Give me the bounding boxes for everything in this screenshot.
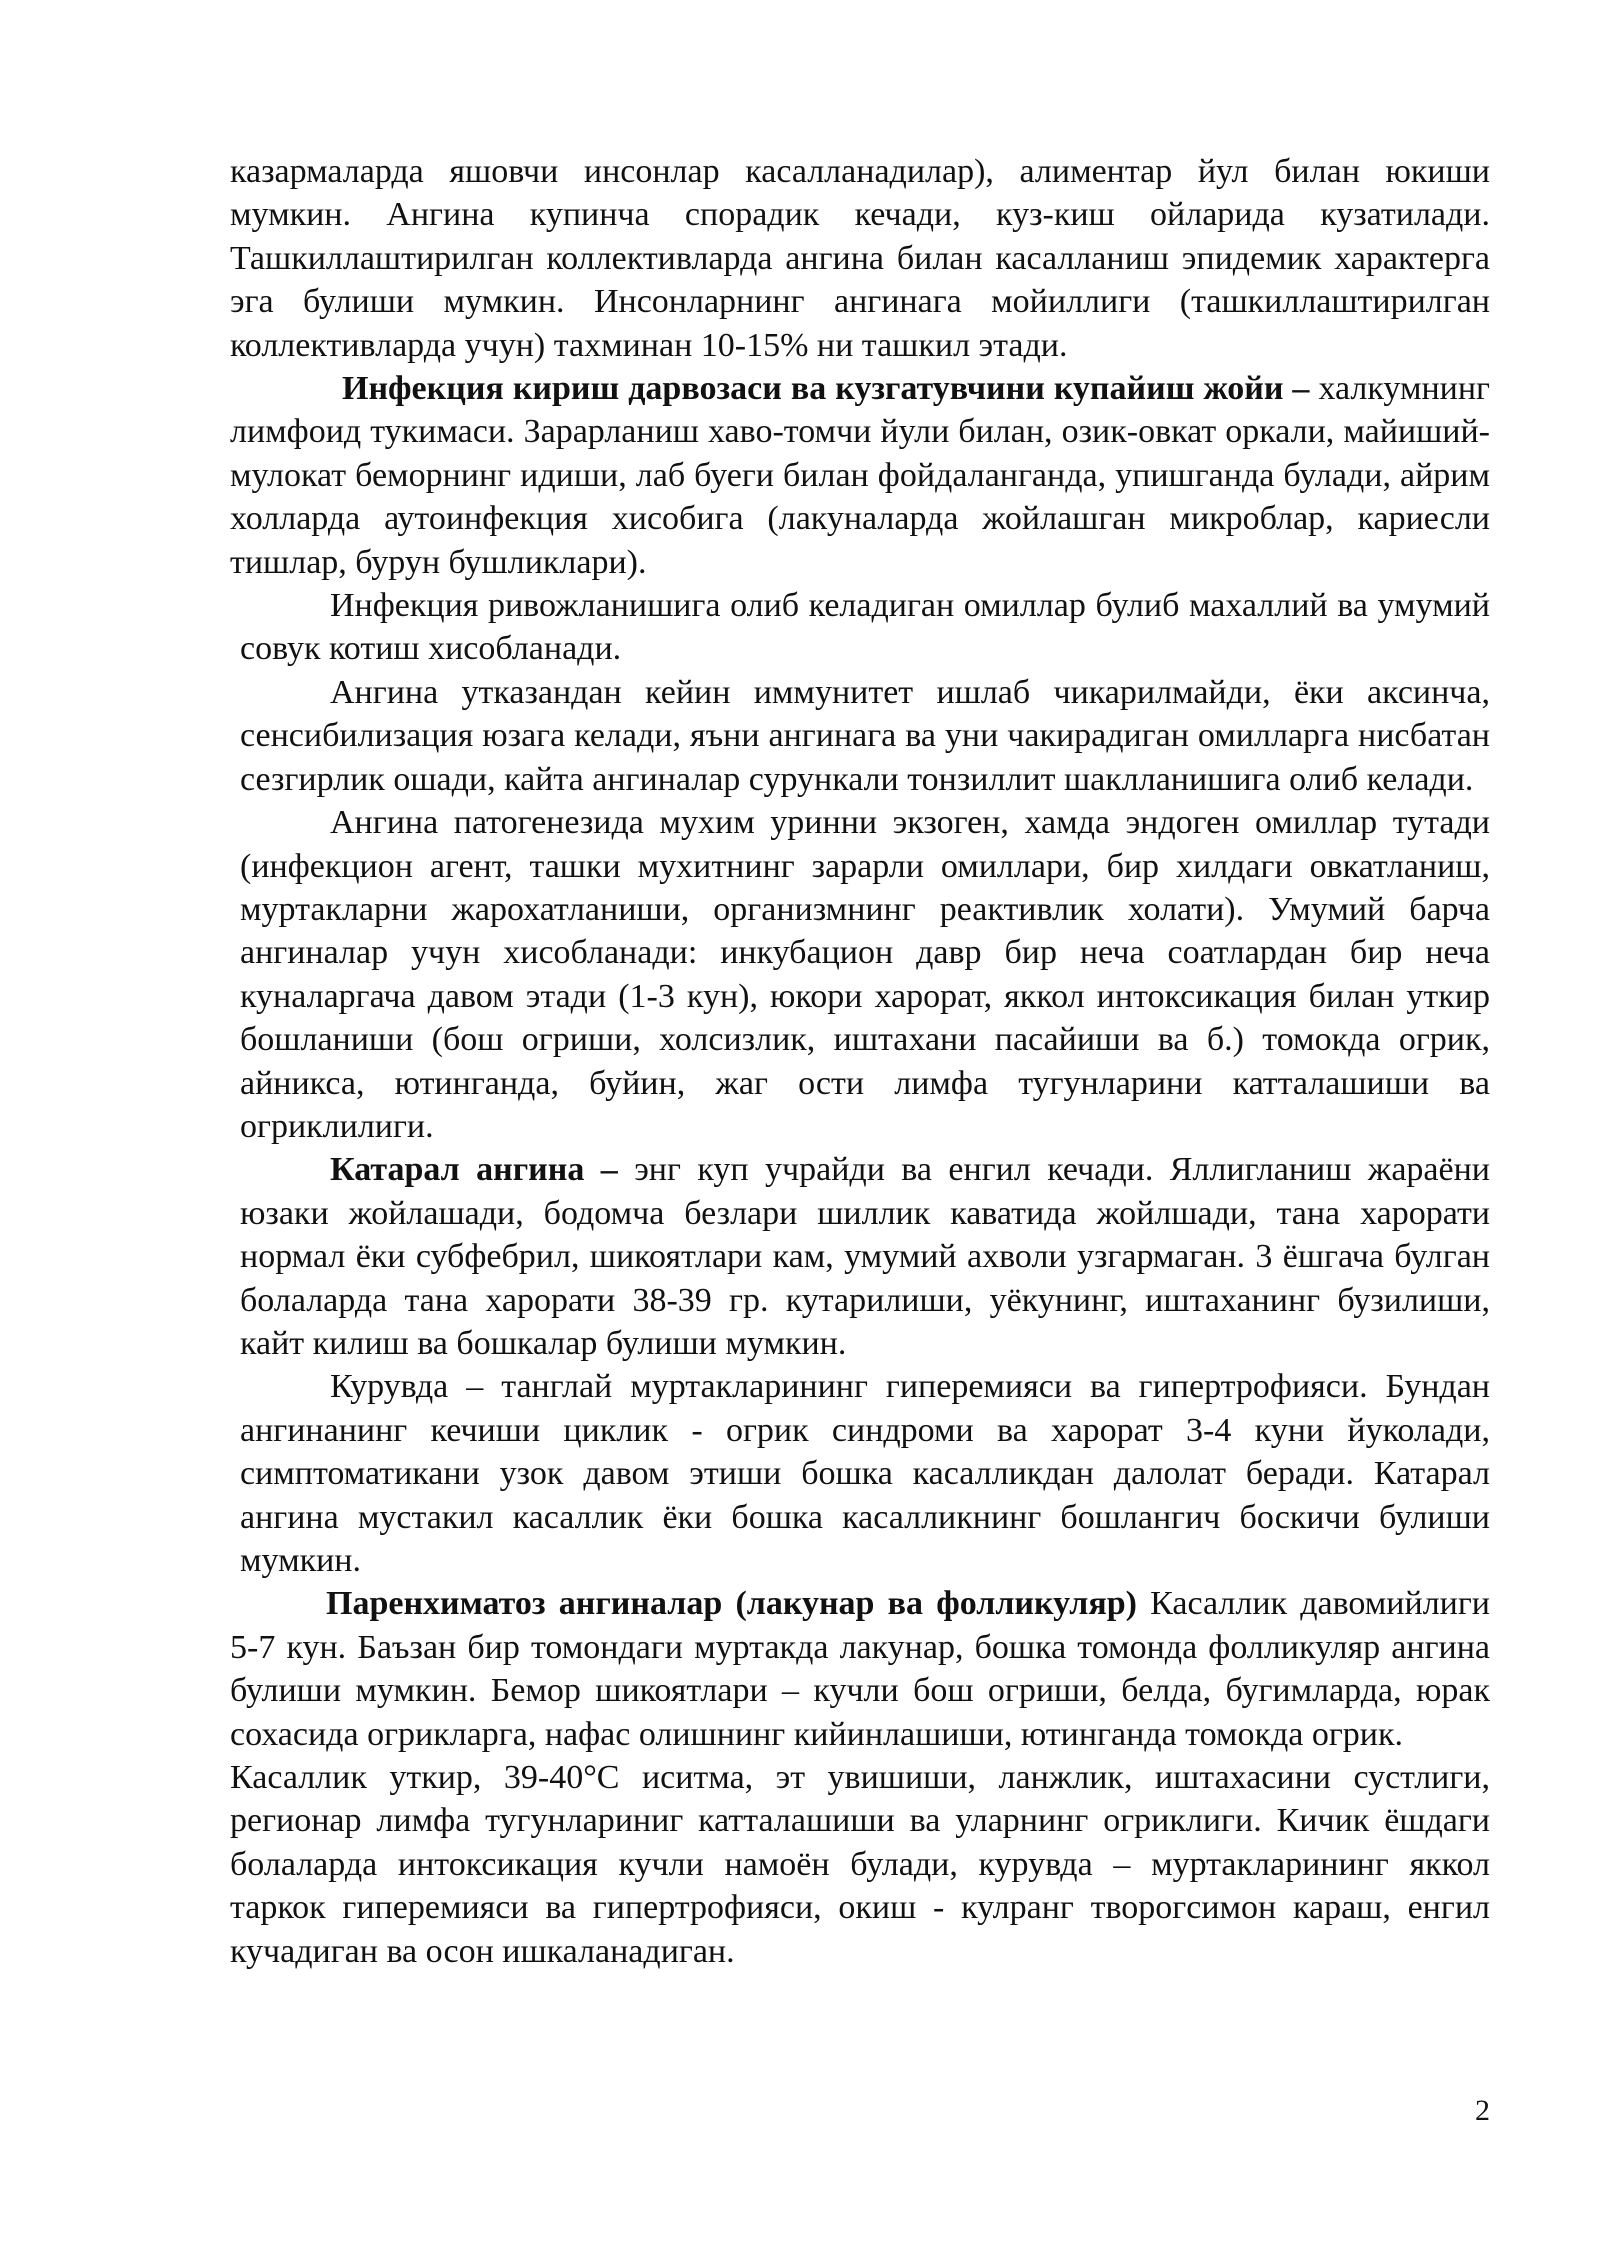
- page-number: 2: [1475, 2094, 1490, 2127]
- paragraph-text: Ангина утказандан кейин иммунитет ишлаб чикарилмайди, ёки аксинча, сенсибилизация юзага келади, яъни ангинага ва уни чакирадиган омилларга нисбатан сезгирлик ошади, кайта ангиналар сурункали тонзиллит шаклланишига олиб келади.: [240, 673, 1490, 798]
- paragraph-text: халкумнинг лимфоид тукимаси. Зарарланиш хаво-томчи йули билан, озик-овкат оркали, майиший-мулокат беморнинг идиши, лаб буеги билан фойдаланганда, упишганда булади, айрим холларда аутоинфекция хисобига (лакуналарда жойлашган микроблар, кариесли тишлар, бурун бушликлари).: [230, 370, 1490, 581]
- paragraph-heading: Паренхиматоз ангиналар (лакунар ва фолликуляр): [326, 1585, 1137, 1623]
- paragraph-text: Ангина патогенезида мухим уринни экзоген, хамда эндоген омиллар тутади (инфекцион агент, ташки мухитнинг зарарли омиллари, бир хилдаги овкатланиш, муртакларни жарохатланиши, организмнинг реактивлик холати). Умумий барча ангиналар учун хисобланади: инкубацион давр бир неча соатлардан бир неча куналаргача давом этади (1-3 кун), юкори харорат, яккол интоксикация билан уткир бошланиши (бош огриши, холсизлик, иштахани пасайиши ва б.) томокда огрик, айникса, ютинганда, буйин, жаг ости лимфа тугунларини катталашиши ва огриклилиги.: [240, 804, 1490, 1145]
- paragraph-text: Касаллик давомийлиги 5-7 кун. Баъзан бир томондаги муртакда лакунар, бошка томонда фолликуляр ангина булиши мумкин. Бемор шикоятлари – кучли бош огриши, белда, бугимларда, юрак сохасида огрикларга, нафас олишнинг кийинлашиши, ютинганда томокда огрик.: [230, 1585, 1490, 1753]
- paragraph-text: Курувда – танглай муртакларининг гиперемияси ва гипертрофияси. Бундан ангинанинг кечиши циклик - огрик синдроми ва харорат 3-4 куни йуколади, симптоматикани узок давом этиши бошка касалликдан далолат беради. Катарал ангина мустакил касаллик ёки бошка касалликнинг бошлангич боскичи булиши мумкин.: [240, 1368, 1490, 1579]
- paragraph-risk-factors: [230, 584, 1490, 671]
- paragraph-text: Касаллик уткир, 39-40°С иситма, эт увишиши, ланжлик, иштахасини сустлиги, регионар лимфа тугунлариниг катталашиши ва уларнинг огриклиги. Кичик ёшдаги болаларда интоксикация кучли намоён булади, курувда – муртакларининг яккол таркок гиперемияси ва гипертрофияси, окиш - кулранг творогсимон караш, енгил кучадиган ва осон ишкаланадиган.: [230, 1759, 1490, 1970]
- paragraph-text: энг куп учрайди ва енгил кечади. Яллигланиш жараёни юзаки жойлашади, бодомча безлари шиллик каватида жойлшади, тана харорати нормал ёки субфебрил, шикоятлари кам, умумий ахволи узгармаган. 3 ёшгача булган болаларда тана харорати 38-39 гр. кутарилиши, уёкунинг, иштаханинг бузилиши, кайт килиш ва бошкалар булиши мумкин.: [240, 1151, 1490, 1362]
- paragraph-heading: Катарал ангина –: [330, 1151, 618, 1189]
- paragraph-parenchymatous-angina: [230, 1582, 1490, 1756]
- paragraph-examination: [230, 1365, 1490, 1582]
- body-text: [230, 150, 1490, 1973]
- paragraph-epidemiology: [230, 150, 1490, 367]
- paragraph-text: Инфекция ривожланишига олиб келадиган омиллар булиб махаллий ва умумий совук котиш хисобланади.: [240, 587, 1490, 668]
- paragraph-immunity: [230, 671, 1490, 801]
- paragraph-pathogenesis: [230, 801, 1490, 1148]
- paragraph-text: казармаларда яшовчи инсонлар касалланадилар), алиментар йул билан юкиши мумкин. Ангина купинча спорадик кечади, куз-киш ойларида кузатилади. Ташкиллаштирилган коллективларда ангина билан касалланиш эпидемик характерга эга булиши мумкин. Инсонларнинг ангинага мойиллиги (ташкиллаштирилган коллективларда учун) тахминан 10-15% ни ташкил этади.: [230, 153, 1490, 364]
- paragraph-heading: Инфекция кириш дарвозаси ва кузгатувчини купайиш жойи –: [342, 370, 1310, 408]
- paragraph-infection-entry: [230, 367, 1490, 584]
- paragraph-catarrhal-angina: [230, 1148, 1490, 1365]
- paragraph-acute-course: [230, 1756, 1490, 1973]
